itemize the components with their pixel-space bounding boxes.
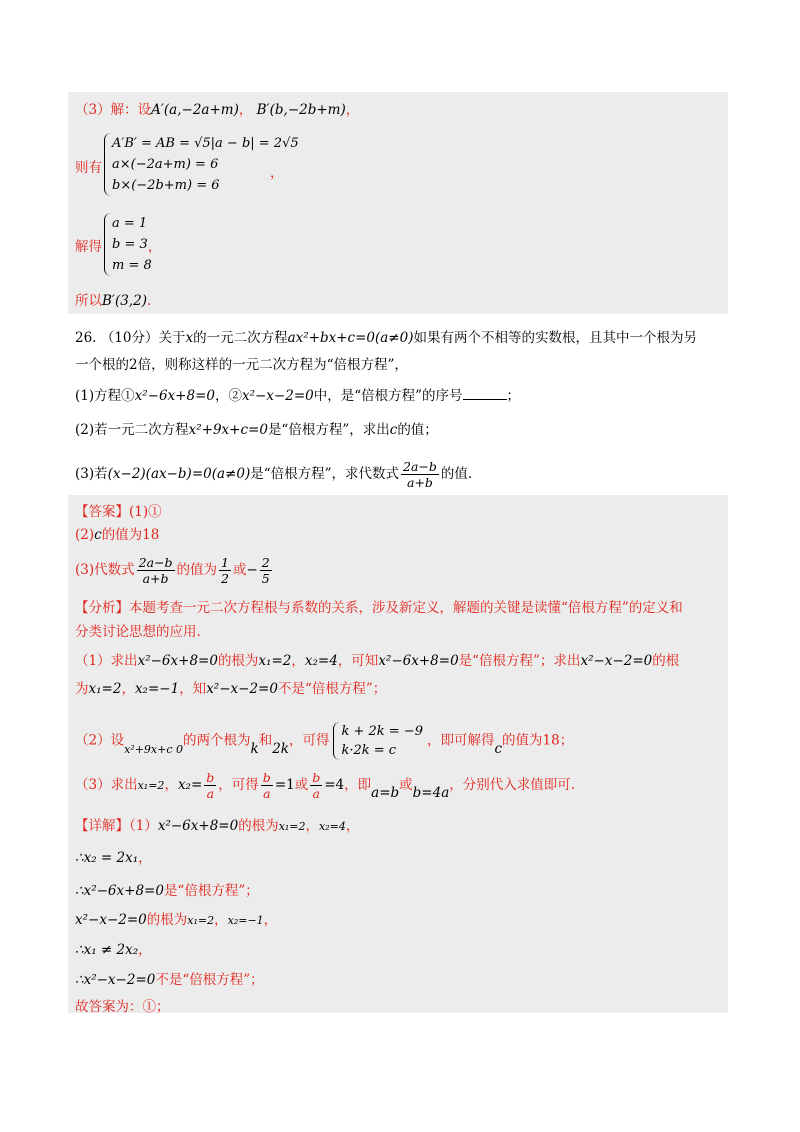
answer-blank xyxy=(463,387,507,400)
equation-3: x²+9x+c=0 xyxy=(188,422,268,438)
line-end: ， xyxy=(345,102,360,118)
point-b-prime: B′(b,−2b+m) xyxy=(256,102,346,118)
t: ，即可解得 xyxy=(426,732,495,749)
equation-2: x²−x−2=0 xyxy=(75,912,147,928)
equation-1: x²−6x+8=0 xyxy=(157,818,239,834)
t: 是“倍根方程”； xyxy=(163,883,259,899)
t: 为 xyxy=(75,681,89,697)
t: ，即 xyxy=(344,777,372,793)
equation-system-2 xyxy=(104,213,152,276)
q26-stem-line2: 一个根的2倍，则称这样的一元二次方程为“倍根方程”， xyxy=(75,357,408,373)
fraction-expression xyxy=(401,459,439,490)
b-equals-4a: b=4a xyxy=(412,785,450,801)
equation-2: x²−x−2=0 xyxy=(580,653,653,669)
equation-4: (x−2)(ax−b)=0(a≠0) xyxy=(107,466,251,482)
equation-2: ∴x²−x−2=0 xyxy=(75,972,156,988)
q26-sub2 xyxy=(75,420,438,440)
relation: ∴x₁ ≠ 2x₂ xyxy=(75,942,139,958)
sub3-label: (3)若 xyxy=(75,466,108,482)
root-1: x₁=2 xyxy=(258,653,292,669)
var-2k: 2k xyxy=(272,740,289,757)
analysis-line2: 分类讨论思想的应用. xyxy=(75,624,201,640)
system-row: a = 1 xyxy=(112,216,148,231)
system-row: a×(−2a+m) = 6 xyxy=(112,157,219,172)
root-2: x₂=4 xyxy=(319,820,346,833)
value-half xyxy=(219,555,231,586)
label: (2) xyxy=(75,527,95,543)
equation-2: x²−x−2=0 xyxy=(241,388,314,404)
t: （3）求出 xyxy=(75,777,138,793)
text: 的值为 xyxy=(176,562,218,578)
denominator: a+b xyxy=(142,571,169,586)
root-2: x₂= xyxy=(177,777,203,793)
t: ， xyxy=(305,818,320,834)
t: ， xyxy=(164,777,178,793)
fraction-b-over-a xyxy=(261,770,273,801)
sub2-text: 是“倍根方程”，求出 xyxy=(267,422,390,438)
q26-sub3 xyxy=(75,457,472,491)
t: 的根为 xyxy=(238,818,279,834)
t: 【详解】（1） xyxy=(75,818,158,834)
root-1: x₁=2 xyxy=(137,779,165,792)
t: 的值为18； xyxy=(502,732,574,749)
sys2-end: ， xyxy=(148,239,162,255)
numerator: 2a−b xyxy=(138,555,173,570)
t: 和 xyxy=(258,732,273,749)
numerator: 2 xyxy=(261,555,270,570)
value-two-fifths xyxy=(260,555,272,586)
sub2-label: (2)若一元二次方程 xyxy=(75,422,189,438)
system-row: A′B′ = AB = √5|a − b| = 2√5 xyxy=(112,136,299,151)
detail-line4 xyxy=(75,910,277,931)
var-k: k xyxy=(250,740,259,757)
equation-1: x²−6x+8=0 xyxy=(134,388,215,404)
answer-line2 xyxy=(75,525,159,545)
equals-4: =4 xyxy=(324,777,345,793)
t: ， xyxy=(263,912,278,928)
equals-1: =1 xyxy=(274,777,295,793)
numerator: b xyxy=(206,770,215,785)
t: ， xyxy=(121,681,135,697)
sub1-end: ； xyxy=(506,388,521,404)
minus-sign: − xyxy=(246,562,258,578)
point-a-prime: A′(a,−2a+m) xyxy=(151,102,239,118)
part3-line2-label: 则有 xyxy=(75,160,102,176)
denominator: 2 xyxy=(221,571,229,586)
part3-line3 xyxy=(75,237,102,257)
system-row: k + 2k = −9 xyxy=(341,724,423,739)
t: （2）设 xyxy=(75,732,125,749)
system-row: b×(−2b+m) = 6 xyxy=(112,178,220,193)
analysis-p2 xyxy=(75,679,386,699)
t: 或 xyxy=(399,777,413,793)
or-text: 或 xyxy=(232,562,247,578)
q26-stem-line1 xyxy=(75,328,697,348)
t: 的两个根为 xyxy=(183,732,251,749)
fraction-b-over-a xyxy=(204,770,216,801)
part3-line4 xyxy=(75,291,151,311)
detail-line3 xyxy=(75,881,259,901)
detail-line2 xyxy=(75,848,152,868)
a-equals-b: a=b xyxy=(371,785,400,801)
equation-3: x²+9x+c 0 xyxy=(124,742,183,756)
t: ，知 xyxy=(179,681,207,697)
root-2: x₂=−1 xyxy=(227,914,264,927)
t: ， xyxy=(138,850,152,866)
root-2: x₂=−1 xyxy=(134,681,180,697)
system-k xyxy=(333,722,423,760)
q26-number: 26. （10分）关于 xyxy=(75,330,186,346)
detail-line1 xyxy=(75,816,359,837)
t: 的根为 xyxy=(146,912,188,928)
solution-panel-part3 xyxy=(68,92,728,314)
sys1-end: ， xyxy=(270,165,284,181)
part3-line1 xyxy=(75,100,359,120)
t: 的根为 xyxy=(217,653,259,669)
equation-2: x²−x−2=0 xyxy=(206,681,278,697)
var-c: c xyxy=(494,740,503,757)
t: ，可知 xyxy=(337,653,379,669)
label: (3)代数式 xyxy=(75,562,135,578)
equation-1: x²−6x+8=0 xyxy=(378,653,459,669)
var-x: x xyxy=(185,330,194,346)
t: ， xyxy=(291,653,305,669)
fraction-b-over-a xyxy=(310,770,322,801)
point-b-prime-result: B′(3,2) xyxy=(102,293,147,309)
system-row: b = 3 xyxy=(112,237,148,252)
text: 的值为18 xyxy=(101,527,160,543)
denominator: 5 xyxy=(261,571,270,586)
sub1-label: (1)方程① xyxy=(75,388,135,404)
t: 或 xyxy=(294,777,309,793)
relation: ∴x₂ = 2x₁ xyxy=(75,850,139,866)
analysis-line1: 【分析】本题考查一元二次方程根与系数的关系，涉及新定义，解题的关键是读懂“倍根方程”的定义和 xyxy=(75,600,683,616)
equation-1: x²−6x+8=0 xyxy=(137,653,218,669)
equation-1: ∴x²−6x+8=0 xyxy=(75,883,164,899)
var-c: c xyxy=(94,527,102,543)
quadratic-general-form: ax²+bx+c=0(a≠0) xyxy=(287,330,414,346)
root-1: x₁=2 xyxy=(278,820,306,833)
root-1: x₁=2 xyxy=(187,914,215,927)
stem-text: 的一元二次方程 xyxy=(193,330,288,346)
q26-sub1 xyxy=(75,386,520,406)
numerator: b xyxy=(312,770,321,785)
t: 是“倍根方程”；求出 xyxy=(458,653,581,669)
detail-line6 xyxy=(75,970,264,990)
sub3-end: 的值. xyxy=(440,466,473,482)
answer-line1: 【答案】(1)① xyxy=(75,504,162,520)
t: ， xyxy=(214,912,228,928)
root-2: x₂=4 xyxy=(304,653,338,669)
numerator: 1 xyxy=(221,555,229,570)
sub2-end: 的值； xyxy=(397,422,438,438)
analysis-p4 xyxy=(75,766,575,805)
t: （1）求出 xyxy=(75,653,138,669)
denominator: a xyxy=(206,786,215,801)
root-1: x₁=2 xyxy=(88,681,122,697)
denominator: a xyxy=(312,786,320,801)
part3-label: （3）解：设 xyxy=(75,102,152,118)
sub1-text: 中，是“倍根方程”的序号 xyxy=(313,388,463,404)
analysis-p3 xyxy=(75,722,573,760)
detail-line7: 故答案为：①； xyxy=(75,999,170,1015)
system-row: k·2k = c xyxy=(341,743,397,758)
sub3-text: 是“倍根方程”，求代数式 xyxy=(250,466,400,482)
var-c: c xyxy=(389,422,398,438)
sub1-text: ，② xyxy=(214,388,242,404)
therefore-label: 所以 xyxy=(75,293,102,309)
answer-line3 xyxy=(75,553,274,587)
t: ，分别代入求值即可. xyxy=(449,777,576,793)
t: ， xyxy=(138,942,152,958)
denominator: a+b xyxy=(407,475,433,490)
t: ，可得 xyxy=(288,732,330,749)
answer-fraction xyxy=(137,555,175,586)
denominator: a xyxy=(263,786,271,801)
numerator: b xyxy=(262,770,271,785)
line-end: . xyxy=(147,293,152,309)
solve-label: 解得 xyxy=(75,239,102,255)
t: ，可得 xyxy=(218,777,259,793)
t: ， xyxy=(345,818,360,834)
analysis-p1 xyxy=(75,651,679,671)
separator: ， xyxy=(238,102,253,118)
numerator: 2a−b xyxy=(403,459,437,474)
t: 不是“倍根方程”； xyxy=(277,681,387,697)
stem-text: 如果有两个不相等的实数根，且其中一个根为另 xyxy=(413,330,697,346)
t: 不是“倍根方程”； xyxy=(155,972,264,988)
t: 的根 xyxy=(652,653,680,669)
detail-line5 xyxy=(75,940,152,960)
system-row: m = 8 xyxy=(112,258,152,273)
